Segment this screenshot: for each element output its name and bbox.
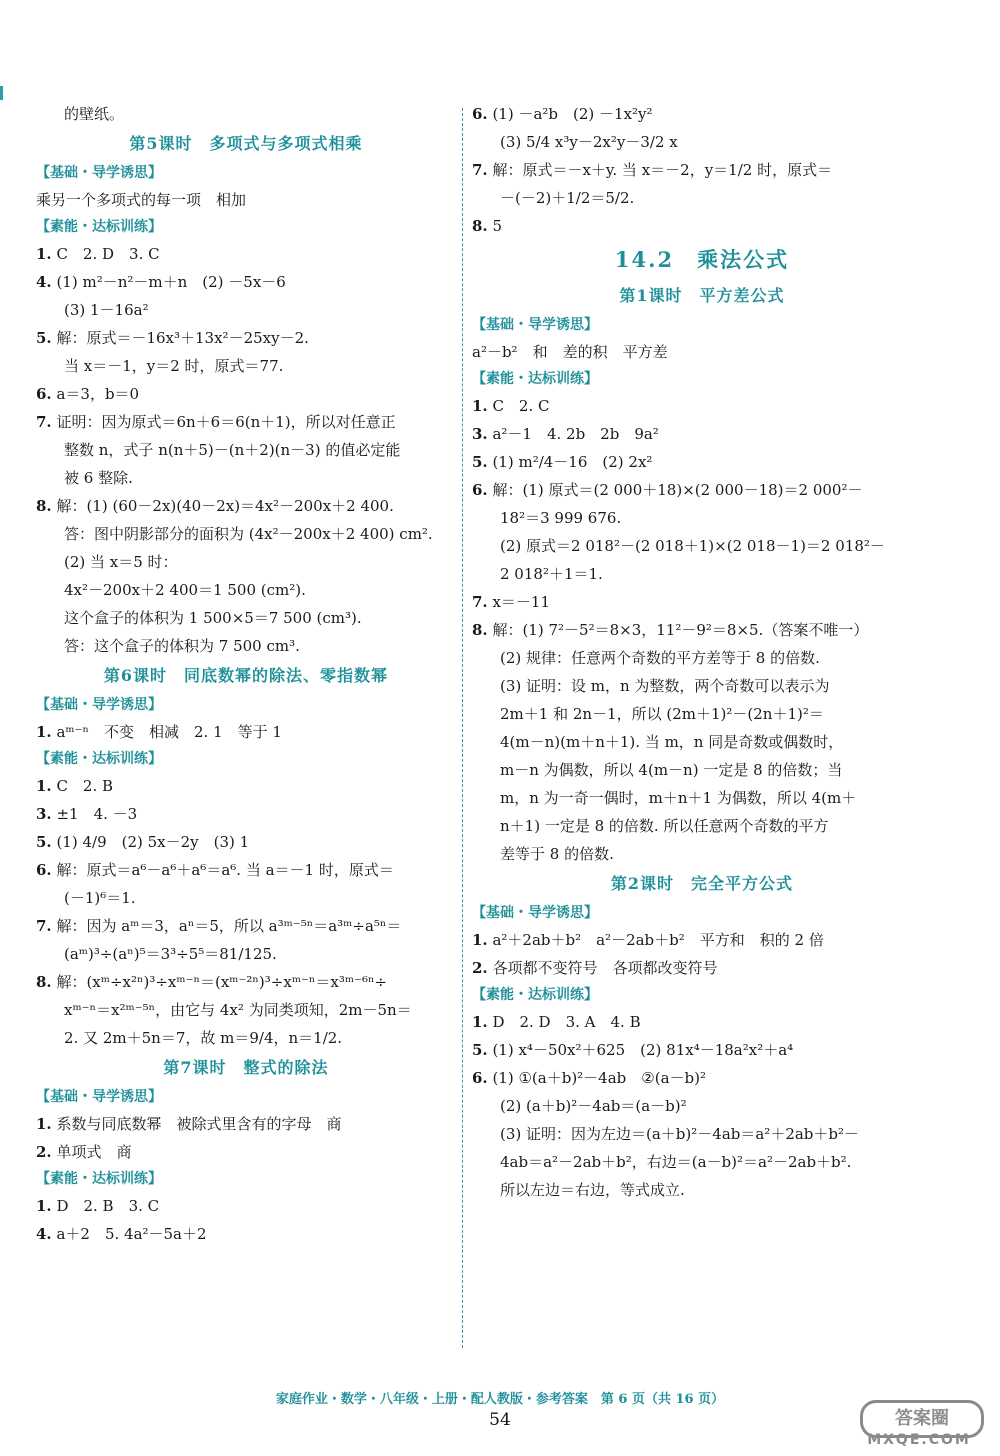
answer-line xyxy=(472,212,932,240)
answer-text: (1) x⁴－50x²＋625 (2) 81x⁴－18a²x²＋a⁴ xyxy=(492,1041,794,1059)
column-divider xyxy=(462,108,463,1348)
answer-line xyxy=(472,1036,932,1064)
item-number: 6. xyxy=(472,1069,488,1087)
item-number: 1. xyxy=(36,1115,52,1133)
answer-line xyxy=(472,156,932,184)
answer-text: a²－b² 和 差的积 平方差 xyxy=(472,343,668,361)
answer-text: (1) 4/9 (2) 5x－2y (3) 1 xyxy=(56,833,250,851)
answer-text: (3) 证明：因为左边＝(a＋b)²－4ab＝a²＋2ab＋b²－ xyxy=(500,1125,860,1143)
answer-text: ±1 4. －3 xyxy=(56,805,138,823)
answer-line xyxy=(36,1110,456,1138)
item-number: 1. xyxy=(472,931,488,949)
answer-line xyxy=(472,560,932,588)
answer-line xyxy=(36,772,456,800)
answer-line xyxy=(36,268,456,296)
answer-line xyxy=(36,940,456,968)
watermark-logo: 答案圈 xyxy=(860,1400,984,1438)
answer-text: a²＋2ab＋b² a²－2ab＋b² 平方和 积的 2 倍 xyxy=(492,931,824,949)
answer-text: 被 6 整除. xyxy=(64,469,133,487)
answer-text: 系数与同底数幂 被除式里含有的字母 商 xyxy=(56,1115,342,1133)
answer-text: 乘另一个多项式的每一项 相加 xyxy=(36,191,247,209)
item-number: 7. xyxy=(36,413,52,431)
answer-line xyxy=(36,856,456,884)
answer-text: 的壁纸。 xyxy=(64,105,125,123)
answer-text: 解：因为 aᵐ＝3，aⁿ＝5，所以 a³ᵐ⁻⁵ⁿ＝a³ᵐ÷a⁵ⁿ＝ xyxy=(56,917,402,935)
answer-line xyxy=(36,1024,456,1052)
answer-text: (1) ①(a＋b)²－4ab ②(a－b)² xyxy=(492,1069,706,1087)
answer-line xyxy=(36,186,456,214)
answer-text: 4(m－n)(m＋n＋1). 当 m，n 同是奇数或偶数时， xyxy=(500,733,844,751)
item-number: 1. xyxy=(36,723,52,741)
answer-text: n＋1) 一定是 8 的倍数. 所以任意两个奇数的平方 xyxy=(500,817,829,835)
subsection-tag: 【素能・达标训练】 xyxy=(36,219,162,235)
answer-text: a²－1 4. 2b 2b 9a² xyxy=(492,425,659,443)
watermark xyxy=(846,1400,992,1452)
section-heading: 第1课时 平方差公式 xyxy=(619,286,785,305)
answer-line xyxy=(36,1138,456,1166)
answer-text: 答：这个盒子的体积为 7 500 cm³. xyxy=(64,637,300,655)
subsection-tag: 【基础・导学诱思】 xyxy=(36,1089,162,1105)
answer-line xyxy=(472,532,932,560)
answer-line xyxy=(36,352,456,380)
answer-line xyxy=(472,476,932,504)
item-number: 8. xyxy=(36,973,52,991)
answer-text: 2 018²＋1＝1. xyxy=(500,565,603,583)
answer-line xyxy=(472,1092,932,1120)
answer-text: (－1)⁶＝1. xyxy=(64,889,136,907)
answer-line xyxy=(36,632,456,660)
answer-text: 差等于 8 的倍数. xyxy=(500,845,614,863)
answer-line xyxy=(472,756,932,784)
answer-text: 解：(1) 原式＝(2 000＋18)×(2 000－18)＝2 000²－ xyxy=(492,481,863,499)
item-number: 2. xyxy=(36,1143,52,1161)
item-number: 4. xyxy=(36,1225,52,1243)
answer-text: 证明：因为原式＝6n＋6＝6(n＋1)，所以对任意正 xyxy=(56,413,396,431)
answer-text: 2. 又 2m＋5n＝7，故 m＝9/4，n＝1/2. xyxy=(64,1029,343,1047)
answer-text: 整数 n，式子 n(n＋5)－(n＋2)(n－3) 的值必定能 xyxy=(64,441,401,459)
answer-line xyxy=(472,128,932,156)
answer-line xyxy=(472,784,932,812)
watermark-text: MXQE.COM xyxy=(867,1432,971,1448)
answer-line xyxy=(36,520,456,548)
answer-line xyxy=(472,338,932,366)
answer-line xyxy=(36,100,456,128)
item-number: 7. xyxy=(472,161,488,179)
answer-line xyxy=(36,324,456,352)
chapter-heading: 14.2 乘法公式 xyxy=(614,247,790,272)
answer-line xyxy=(472,100,932,128)
answer-text: x＝－11 xyxy=(492,593,550,611)
item-number: 6. xyxy=(36,861,52,879)
answer-line xyxy=(36,296,456,324)
answer-line xyxy=(36,492,456,520)
answer-text: 4x²－200x＋2 400＝1 500 (cm²). xyxy=(64,581,306,599)
left-column xyxy=(36,100,456,1248)
item-number: 7. xyxy=(472,593,488,611)
answer-text: 解：(1) 7²－5²＝8×3，11²－9²＝8×5.（答案不唯一） xyxy=(492,621,869,639)
item-number: 4. xyxy=(36,273,52,291)
answer-text: 解：(xᵐ÷x²ⁿ)³÷xᵐ⁻ⁿ＝(xᵐ⁻²ⁿ)³÷xᵐ⁻ⁿ＝x³ᵐ⁻⁶ⁿ÷ xyxy=(56,973,388,991)
answer-line xyxy=(472,504,932,532)
answer-line xyxy=(36,912,456,940)
answer-line xyxy=(472,1064,932,1092)
answer-line xyxy=(472,700,932,728)
answer-line xyxy=(472,448,932,476)
answer-text: 这个盒子的体积为 1 500×5＝7 500 (cm³). xyxy=(64,609,362,627)
subsection-tag: 【素能・达标训练】 xyxy=(36,751,162,767)
answer-line xyxy=(36,1220,456,1248)
answer-line xyxy=(472,672,932,700)
answer-text: 解：(1) (60－2x)(40－2x)＝4x²－200x＋2 400. xyxy=(56,497,394,515)
answer-text: 解：原式＝－x＋y. 当 x＝－2，y＝1/2 时，原式＝ xyxy=(492,161,833,179)
answer-text: 当 x＝－1，y＝2 时，原式＝77. xyxy=(64,357,284,375)
answer-text: (3) 5/4 x³y－2x²y－3/2 x xyxy=(500,133,678,151)
item-number: 5. xyxy=(36,329,52,347)
item-number: 8. xyxy=(36,497,52,515)
answer-line xyxy=(472,1176,932,1204)
item-number: 6. xyxy=(472,481,488,499)
item-number: 5. xyxy=(472,453,488,471)
answer-text: (1) m²－n²－m＋n (2) －5x－6 xyxy=(56,273,286,291)
answer-line xyxy=(472,644,932,672)
answer-line xyxy=(36,548,456,576)
answer-text: (3) 证明：设 m，n 为整数，两个奇数可以表示为 xyxy=(500,677,830,695)
item-number: 6. xyxy=(472,105,488,123)
answer-text: D 2. B 3. C xyxy=(56,1197,160,1215)
item-number: 1. xyxy=(36,245,52,263)
answer-text: 单项式 商 xyxy=(56,1143,132,1161)
section-heading: 第7课时 整式的除法 xyxy=(163,1058,329,1077)
subsection-tag: 【基础・导学诱思】 xyxy=(472,905,598,921)
answer-line xyxy=(36,240,456,268)
answer-text: m，n 为一奇一偶时，m＋n＋1 为偶数，所以 4(m＋ xyxy=(500,789,857,807)
item-number: 8. xyxy=(472,621,488,639)
answer-line xyxy=(472,926,932,954)
item-number: 7. xyxy=(36,917,52,935)
page-number: 54 xyxy=(489,1410,511,1430)
answer-text: aᵐ⁻ⁿ 不变 相减 2. 1 等于 1 xyxy=(56,723,282,741)
subsection-tag: 【素能・达标训练】 xyxy=(472,371,598,387)
answer-line xyxy=(472,392,932,420)
item-number: 1. xyxy=(36,777,52,795)
item-number: 3. xyxy=(472,425,488,443)
answer-line xyxy=(472,1148,932,1176)
answer-text: C 2. D 3. C xyxy=(56,245,160,263)
answer-text: (2) 规律：任意两个奇数的平方差等于 8 的倍数. xyxy=(500,649,820,667)
answer-line xyxy=(36,576,456,604)
answer-text: C 2. B xyxy=(56,777,114,795)
answer-text: (3) 1－16a² xyxy=(64,301,149,319)
answer-text: 各项都不变符号 各项都改变符号 xyxy=(492,959,718,977)
subsection-tag: 【基础・导学诱思】 xyxy=(36,697,162,713)
answer-text: 答：图中阴影部分的面积为 (4x²－200x＋2 400) cm². xyxy=(64,525,433,543)
answer-line xyxy=(36,968,456,996)
answer-text: a＝3，b＝0 xyxy=(56,385,140,403)
answer-line xyxy=(472,954,932,982)
answer-text: a＋2 5. 4a²－5a＋2 xyxy=(56,1225,207,1243)
answer-text: (1) －a²b (2) －1x²y² xyxy=(492,105,653,123)
answer-line xyxy=(472,728,932,756)
right-column xyxy=(472,100,932,1204)
section-heading: 第5课时 多项式与多项式相乘 xyxy=(129,134,363,153)
answer-text: (2) 当 x＝5 时： xyxy=(64,553,178,571)
subsection-tag: 【基础・导学诱思】 xyxy=(472,317,598,333)
answer-line xyxy=(36,828,456,856)
section-heading: 第2课时 完全平方公式 xyxy=(610,874,794,893)
answer-text: 2m＋1 和 2n－1，所以 (2m＋1)²－(2n＋1)²＝ xyxy=(500,705,824,723)
answer-line xyxy=(36,718,456,746)
subsection-tag: 【素能・达标训练】 xyxy=(472,987,598,1003)
section-heading: 第6课时 同底数幂的除法、零指数幂 xyxy=(103,666,389,685)
answer-line xyxy=(472,812,932,840)
answer-text: 解：原式＝a⁶－a⁶＋a⁶＝a⁶. 当 a＝－1 时，原式＝ xyxy=(56,861,394,879)
item-number: 2. xyxy=(472,959,488,977)
item-number: 5. xyxy=(36,833,52,851)
item-number: 1. xyxy=(472,397,488,415)
corner-mark xyxy=(0,86,3,100)
answer-text: 18²＝3 999 676. xyxy=(500,509,622,527)
answer-line xyxy=(472,616,932,644)
answer-text: 所以左边＝右边，等式成立. xyxy=(500,1181,685,1199)
answer-text: D 2. D 3. A 4. B xyxy=(492,1013,641,1031)
answer-line xyxy=(36,436,456,464)
subsection-tag: 【基础・导学诱思】 xyxy=(36,165,162,181)
subsection-tag: 【素能・达标训练】 xyxy=(36,1171,162,1187)
answer-line xyxy=(36,996,456,1024)
item-number: 5. xyxy=(472,1041,488,1059)
answer-line xyxy=(472,1008,932,1036)
answer-text: (2) 原式＝2 018²－(2 018＋1)×(2 018－1)＝2 018²－ xyxy=(500,537,885,555)
answer-line xyxy=(472,420,932,448)
answer-text: m－n 为偶数，所以 4(m－n) 一定是 8 的倍数；当 xyxy=(500,761,843,779)
item-number: 6. xyxy=(36,385,52,403)
item-number: 3. xyxy=(36,805,52,823)
answer-line xyxy=(36,800,456,828)
answer-text: (2) (a＋b)²－4ab＝(a－b)² xyxy=(500,1097,687,1115)
answer-text: C 2. C xyxy=(492,397,550,415)
answer-text: 4ab＝a²－2ab＋b²，右边＝(a－b)²＝a²－2ab＋b². xyxy=(500,1153,852,1171)
answer-line xyxy=(36,884,456,912)
item-number: 8. xyxy=(472,217,488,235)
answer-line xyxy=(472,184,932,212)
answer-line xyxy=(36,464,456,492)
answer-text: (1) m²/4－16 (2) 2x² xyxy=(492,453,653,471)
answer-line xyxy=(472,840,932,868)
answer-line xyxy=(36,1192,456,1220)
item-number: 1. xyxy=(472,1013,488,1031)
answer-line xyxy=(472,1120,932,1148)
answer-text: xᵐ⁻ⁿ＝x²ᵐ⁻⁵ⁿ，由它与 4x² 为同类项知，2m－5n＝ xyxy=(64,1001,412,1019)
answer-text: (aᵐ)³÷(aⁿ)⁵＝3³÷5⁵＝81/125. xyxy=(64,945,277,963)
page-footer: 家庭作业・数学・八年级・上册・配人教版・参考答案 第 6 页（共 16 页） xyxy=(275,1392,725,1407)
answer-line xyxy=(36,408,456,436)
answer-text: 解：原式＝－16x³＋13x²－25xy－2. xyxy=(56,329,309,347)
answer-line xyxy=(36,604,456,632)
item-number: 1. xyxy=(36,1197,52,1215)
answer-line xyxy=(36,380,456,408)
answer-text: 5 xyxy=(492,217,502,235)
answer-text: －(－2)＋1/2＝5/2. xyxy=(500,189,635,207)
answer-line xyxy=(472,588,932,616)
